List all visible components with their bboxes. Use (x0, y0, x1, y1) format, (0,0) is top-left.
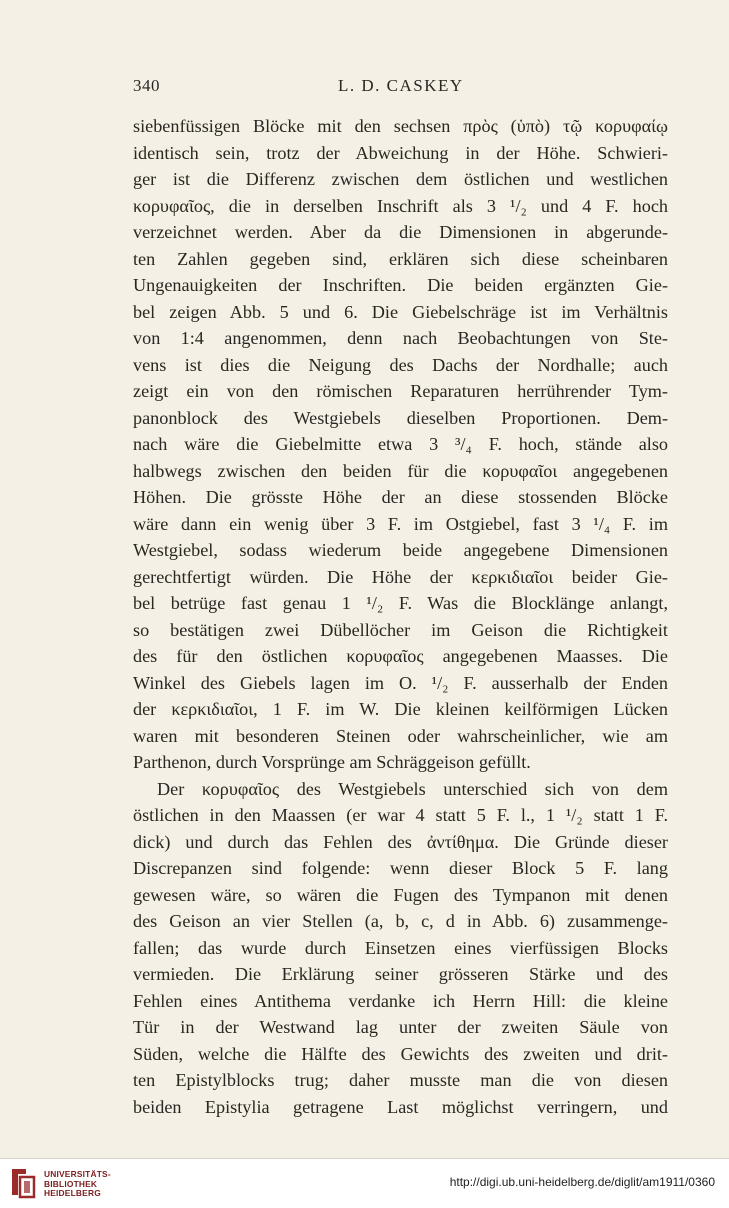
text-line: ten Zahlen gegeben sind, erklären sich diese scheinbaren (133, 248, 668, 269)
text-line: des für den östlichen κορυφαῖος angegebenen Maasses. Die (133, 646, 668, 666)
text-line: dick) und durch das Fehlen des ἀντίθημα. Die Gründe dieser (133, 831, 668, 852)
body-text (133, 113, 668, 1120)
text-line: der κερκιδιαῖοι, 1 F. im W. Die kleinen keilförmigen Lücken (133, 699, 668, 719)
text-line: identisch sein, trotz der Abweichung in der Höhe. Schwieri- (133, 142, 668, 163)
text-line: fallen; das wurde durch Einsetzen eines vierfüssigen Blocks (133, 937, 668, 958)
text-line: waren mit besonderen Steinen oder wahrscheinlicher, wie am (133, 725, 668, 746)
text-line: ten Epistylblocks trug; daher musste man die von diesen (133, 1070, 668, 1090)
text-line: des Geison an vier Stellen (a, b, c, d in Abb. 6) zusammenge- (133, 911, 668, 931)
text-line: bel betrüge fast genau 1 ¹/₂ F. Was die Blocklänge anlangt, (133, 593, 668, 613)
logo-line: BIBLIOTHEK (44, 1178, 98, 1189)
text-line: Der κορυφαῖος des Westgiebels unterschied sich von dem (157, 778, 668, 799)
text-line: wäre dann ein wenig über 3 F. im Ostgiebel, fast 3 ¹/₄ F. im (133, 513, 668, 534)
text-line: Ungenauigkeiten der Inschriften. Die beiden ergänzten Gie- (133, 275, 668, 295)
text-line: Fehlen eines Antithema verdanke ich Herrn Hill: die kleine (133, 990, 668, 1011)
text-line: gerechtfertigt würden. Die Höhe der κερκιδιαῖοι beider Gie- (133, 566, 668, 587)
text-line: Tür in der Westwand lag unter der zweiten Säule von (133, 1017, 668, 1037)
text-line: panonblock des Westgiebels dieselben Proportionen. Dem- (133, 407, 668, 428)
text-line: so bestätigen zwei Dübellöcher im Geison die Richtigkeit (133, 619, 668, 640)
library-logo-icon (8, 1165, 38, 1201)
page-header (133, 76, 668, 100)
library-logo-text (44, 1170, 111, 1199)
text-line: nach wäre die Giebelmitte etwa 3 ³/₄ F. hoch, stände also (133, 434, 668, 454)
text-line: beiden Epistylia getragene Last möglichst verringern, und (133, 1096, 668, 1117)
text-line: Höhen. Die grösste Höhe der an diese stossenden Blöcke (133, 487, 668, 507)
running-title: L. D. CASKEY (338, 76, 464, 95)
library-logo[interactable] (8, 1165, 138, 1203)
logo-line: UNIVERSITÄTS- (44, 1169, 111, 1179)
logo-line: HEIDELBERG (44, 1188, 101, 1199)
text-line: von 1:4 angenommen, denn nach Beobachtungen von Ste- (133, 328, 668, 348)
text-line: Parthenon, durch Vorsprünge am Schräggeison gefüllt. (133, 752, 531, 772)
page-number: 340 (133, 76, 160, 95)
text-line: östlichen in den Maassen (er war 4 statt 5 F. l., 1 ¹/₂ statt 1 F. (133, 805, 668, 825)
text-line: halbwegs zwischen den beiden für die κορυφαῖοι angegebenen (133, 460, 668, 481)
text-line: ger ist die Differenz zwischen dem östlichen und westlichen (133, 169, 668, 189)
text-line: siebenfüssigen Blöcke mit den sechsen πρὸς (ὑπὸ) τῷ κορυφαίῳ (133, 116, 668, 136)
text-line: verzeichnet werden. Aber da die Dimensionen in abgerunde- (133, 222, 668, 242)
text-line: vens ist dies die Neigung des Dachs der Nordhalle; auch (133, 354, 668, 375)
text-line: Winkel des Giebels lagen im O. ¹/₂ F. ausserhalb der Enden (133, 672, 668, 693)
permalink-url[interactable]: http://digi.ub.uni-heidelberg.de/diglit/am1911/0360 (449, 1175, 715, 1189)
text-line: Discrepanzen sind folgende: wenn dieser Block 5 F. lang (133, 858, 668, 878)
text-line: gewesen wäre, so wären die Fugen des Tympanon mit denen (133, 884, 668, 905)
text-line: Süden, welche die Hälfte des Gewichts des zweiten und drit- (133, 1043, 668, 1064)
viewer-footer (0, 1158, 729, 1208)
text-line: Westgiebel, sodass wiederum beide angegebene Dimensionen (133, 540, 668, 560)
text-line: vermieden. Die Erklärung seiner grösseren Stärke und des (133, 964, 668, 984)
text-line: κορυφαῖος, die in derselben Inschrift als 3 ¹/₂ und 4 F. hoch (133, 195, 668, 216)
text-line: zeigt ein von den römischen Reparaturen herrührender Tym- (133, 381, 668, 401)
text-line: bel zeigen Abb. 5 und 6. Die Giebelschräge ist im Verhältnis (133, 301, 668, 322)
